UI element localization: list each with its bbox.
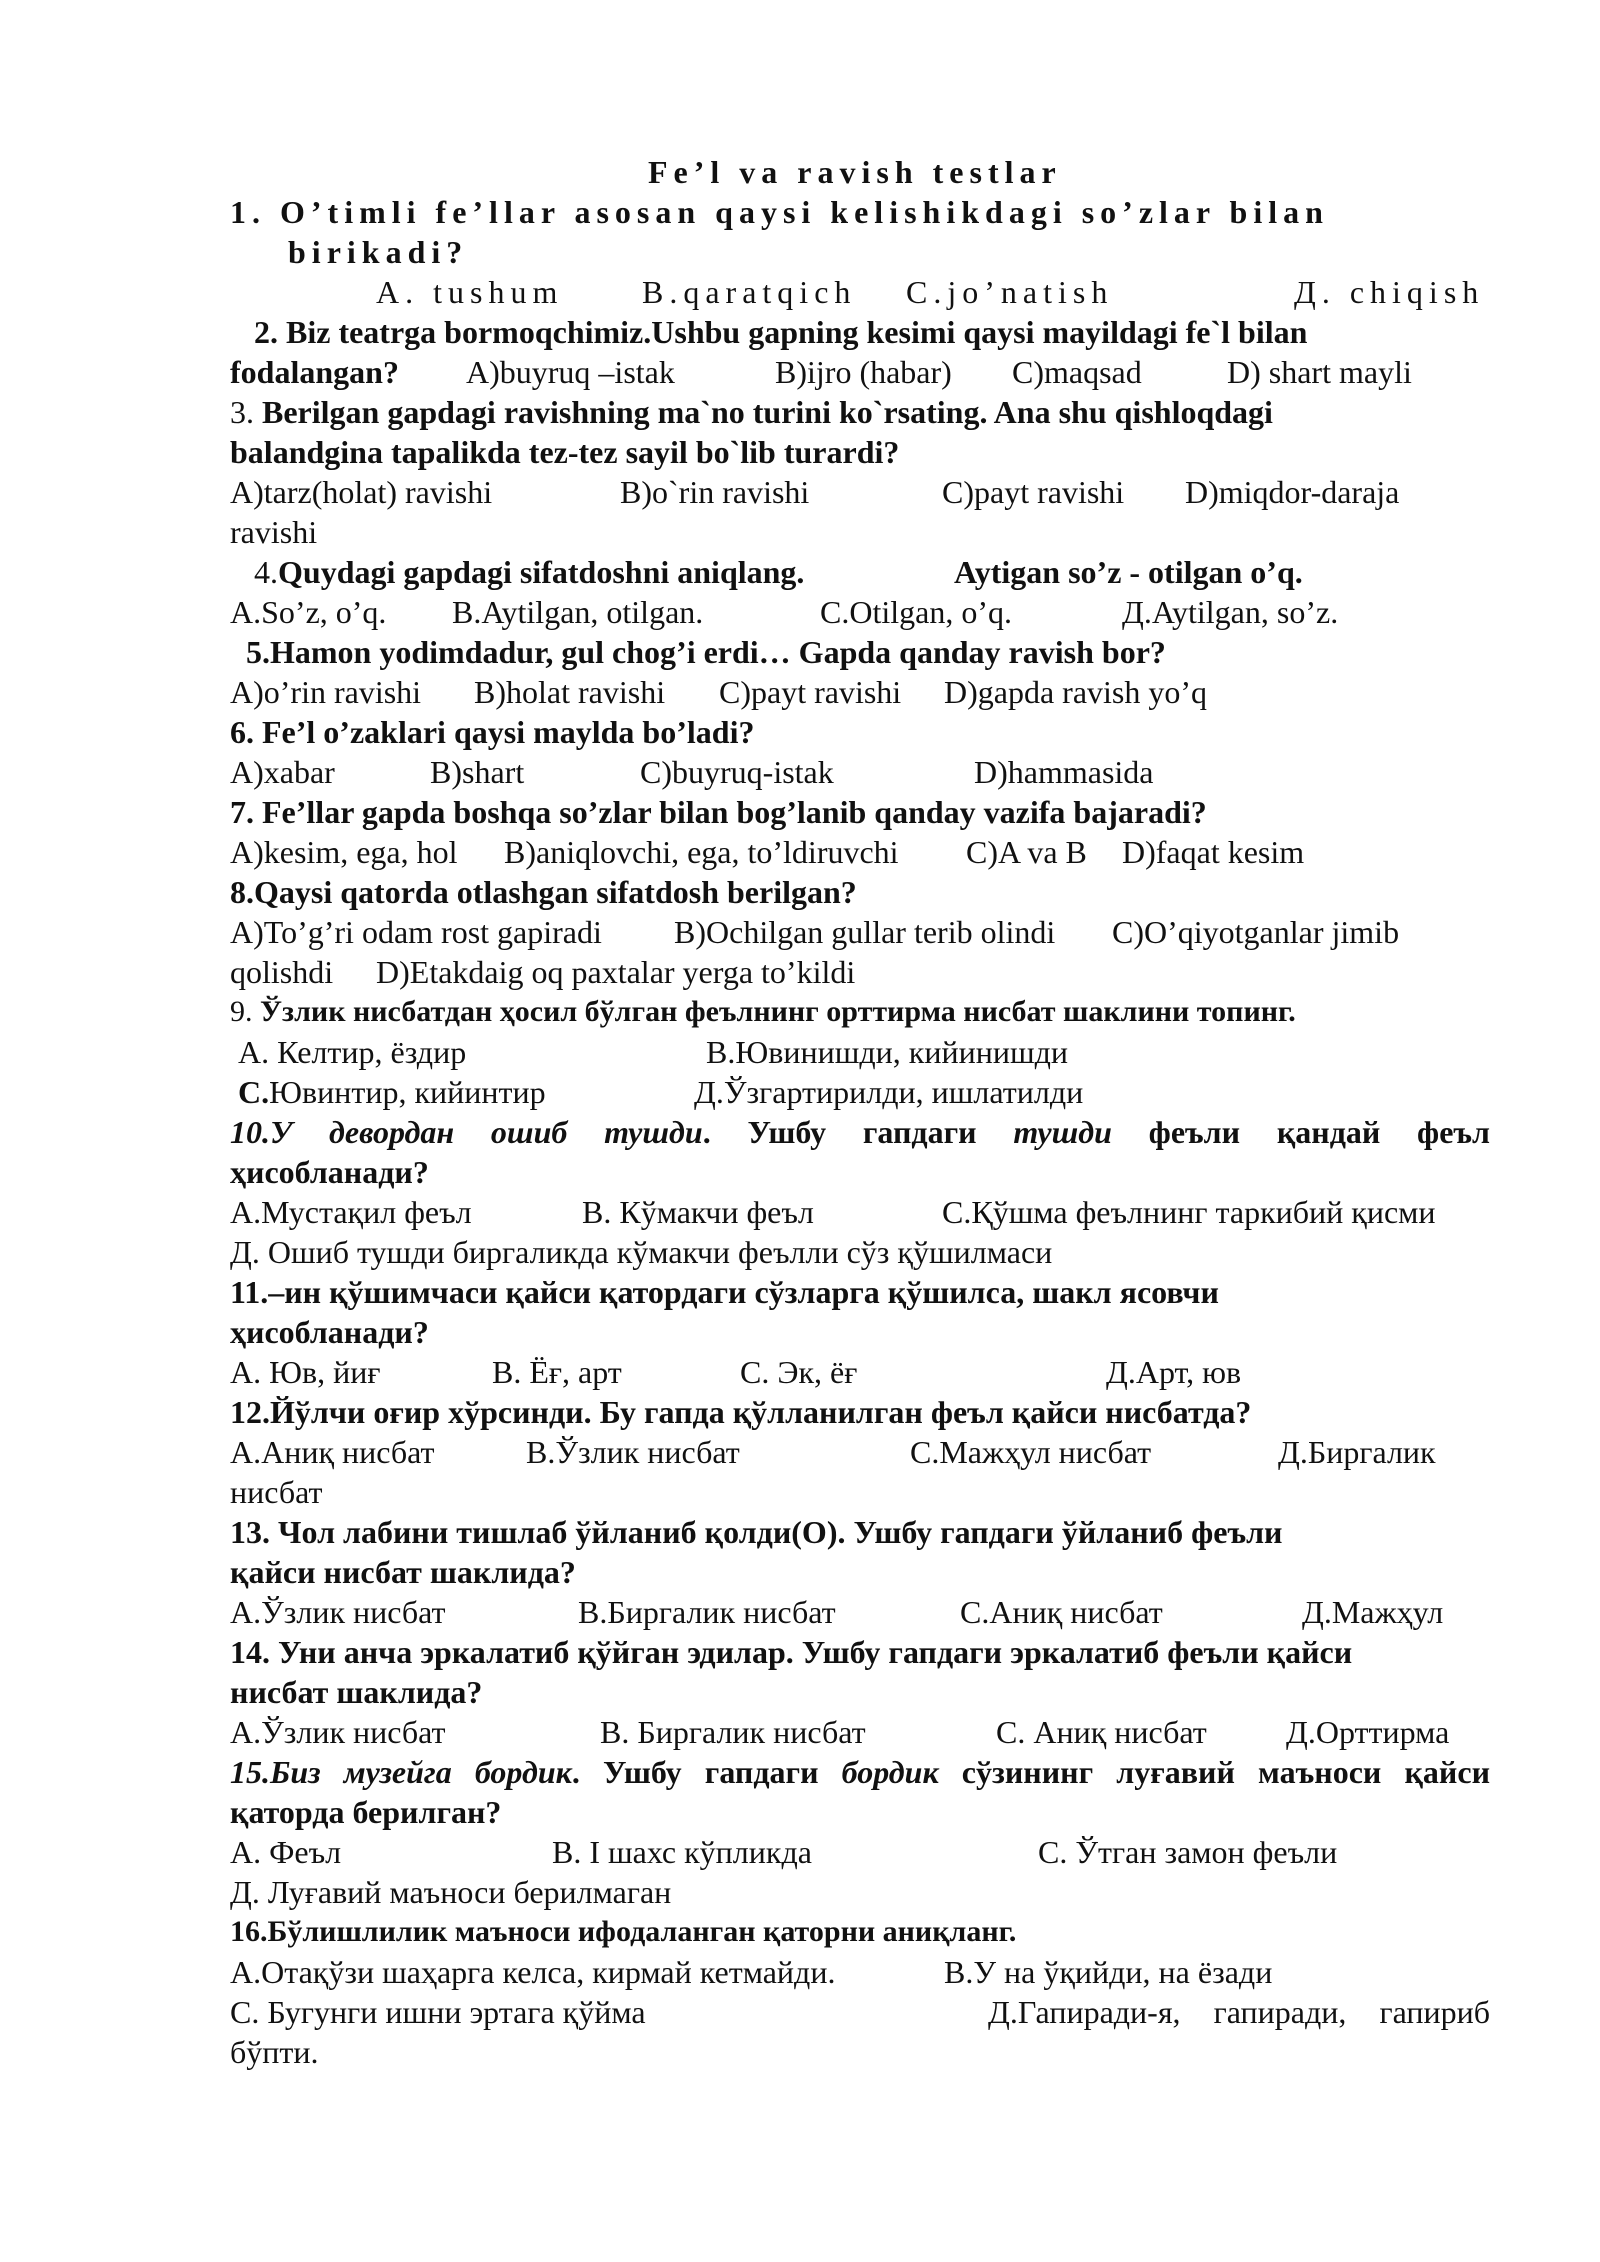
option-a[interactable]: A.Ўзлик нисбат [230,1594,446,1630]
option-a[interactable]: A)buyruq –istak [466,354,675,390]
question-3 [230,392,1490,432]
option-d[interactable]: Д.Мажҳул [1302,1594,1444,1630]
option-d[interactable]: D)Etakdaig oq paxtalar yerga to’kildi [376,954,856,990]
option-c[interactable]: C.Мажҳул нисбат [910,1434,1152,1470]
option-a[interactable]: A.Ўзлик нисбат [230,1714,446,1750]
question-8: 8.Qaysi qatorda otlashgan sifatdosh berilgan? [230,874,857,910]
question-6-options [230,752,1490,792]
option-a[interactable]: A)xabar [230,754,335,790]
question-13-options [230,1592,1490,1632]
question-11: 11.–ин қўшимчаси қайси қатордаги сўзларга қўшилса, шакл ясовчи [230,1274,1219,1310]
question-4-options [230,592,1490,632]
option-c[interactable]: C.Қўшма феълнинг таркибий қисми [942,1194,1436,1230]
option-d[interactable]: D)miqdor-daraja [1185,474,1400,510]
option-c[interactable]: C)payt ravishi [942,474,1125,510]
option-c[interactable]: C)buyruq-istak [640,754,834,790]
option-c[interactable]: C. Аниқ нисбат [996,1714,1207,1750]
option-d[interactable]: Д. chiqish [1294,274,1485,310]
option-d[interactable]: D)hammasida [974,754,1154,790]
question-8-options-cont [230,952,1490,992]
option-a[interactable]: A. tushum [376,274,564,310]
option-a[interactable]: A.Отақўзи шаҳарга келса, кирмай кетмайди. [230,1954,836,1990]
page-title: Fe’l va ravish testlar [648,154,1062,190]
option-a[interactable]: A)tarz(holat) ravishi [230,474,493,510]
option-a[interactable]: A.Мустақил феъл [230,1194,472,1230]
option-c[interactable]: C)maqsad [1012,354,1142,390]
question-5: 5.Hamon yodimdadur, gul chog’i erdi… Gapda qanday ravish bor? [246,634,1166,670]
question-9-text: Ўзлик нисбатдан ҳосил бўлган феълнинг орттирма нисбат шаклини топинг. [260,995,1296,1028]
option-c-text: Ювинтир, кийинтир [269,1074,546,1110]
question-9 [230,992,1490,1032]
option-a[interactable]: A)o’rin ravishi [230,674,422,710]
option-d[interactable]: D)faqat kesim [1122,834,1305,870]
option-d[interactable]: Д.Ўзгартирилди, ишлатилди [694,1074,1084,1110]
option-b[interactable]: B.Ўзлик нисбат [526,1434,740,1470]
question-10 [230,1112,1490,1152]
question-16: 16.Бўлишлилик маъноси ифодаланган қаторни аниқланг. [230,1915,1017,1948]
question-11-cont: ҳисобланади? [230,1314,429,1350]
question-12-options [230,1432,1490,1472]
question-3-option-d-cont: ravishi [230,514,318,550]
option-b[interactable]: B. Ёғ, арт [492,1354,622,1390]
question-3-number: 3. [230,394,254,430]
question-7-options [230,832,1490,872]
question-11-options [230,1352,1490,1392]
option-c[interactable]: C.Otilgan, o’q. [820,594,1012,630]
option-c[interactable]: C. Бугунги ишни эртага қўйма [230,1994,646,2030]
question-15-word: бордик [841,1754,939,1790]
option-c[interactable] [238,1074,546,1110]
option-a[interactable]: A. Феъл [230,1834,342,1870]
option-c[interactable]: C.jo’natish [906,274,1114,310]
question-5-options [230,672,1490,712]
question-15-end: сўзининг луғавий маъноси қайси [938,1754,1491,1790]
option-d[interactable]: Д.Биргалик [1278,1434,1436,1470]
option-b[interactable]: B)aniqlovchi, ega, to’ldiruvchi [504,834,899,870]
option-d[interactable]: D) shart mayli [1227,354,1412,390]
option-b[interactable]: B)holat ravishi [474,674,666,710]
question-13-cont: қайси нисбат шаклида? [230,1554,576,1590]
question-14-cont: нисбат шаклида? [230,1674,483,1710]
question-13: 13. Чол лабини тишлаб ўйланиб қолди(О). Ушбу гапдаги ўйланиб феъли [230,1514,1283,1550]
option-c-letter: C. [238,1074,270,1110]
option-c[interactable]: C. Эк, ёғ [740,1354,858,1390]
question-4-example: Aytigan so’z - otilgan o’q. [954,554,1303,590]
question-2-options [230,352,1490,392]
option-b[interactable]: B. Кўмакчи феъл [582,1194,814,1230]
question-3-options [230,472,1490,512]
option-d[interactable]: Д.Арт, юв [1106,1354,1242,1390]
option-d[interactable]: Д.Aytilgan, so’z. [1122,594,1339,630]
option-b[interactable]: B.Aytilgan, otilgan. [452,594,704,630]
question-14: 14. Уни анча эркалатиб қўйган эдилар. Ушбу гапдаги эркалатиб феъли қайси [230,1634,1353,1670]
option-b[interactable]: B)shart [430,754,525,790]
option-c[interactable]: C. Ўтган замон феъли [1038,1834,1338,1870]
question-2: 2. Biz teatrga bormoqchimiz.Ushbu gapning kesimi qaysi mayildagi fe`l bilan [254,314,1308,350]
question-10-options [230,1192,1490,1232]
option-b[interactable]: B)ijro (habar) [775,354,952,390]
option-b[interactable]: B.qaratqich [642,274,857,310]
question-14-options [230,1712,1490,1752]
question-4 [254,552,1514,592]
option-b[interactable]: B.У на ўқийди, на ёзади [944,1954,1273,1990]
question-10-option-d[interactable]: Д. Ошиб тушди биргаликда кўмакчи феълли сўз қўшилмаси [230,1234,1053,1270]
option-b[interactable]: B.Биргалик нисбат [578,1594,836,1630]
option-a[interactable]: A. Келтир, ёздир [238,1034,467,1070]
question-12: 12.Йўлчи оғир хўрсинди. Бу гапда қўлланилган феъл қайси нисбатда? [230,1394,1252,1430]
option-d[interactable]: D)gapda ravish yo’q [944,674,1208,710]
question-9-number: 9. [230,995,253,1028]
question-9-options-2 [238,1072,1498,1112]
option-b[interactable]: B.Ювинишди, кийинишди [706,1034,1068,1070]
option-a[interactable]: A)kesim, ega, hol [230,834,458,870]
question-15-cont: қаторда берилган? [230,1794,502,1830]
option-b[interactable]: B)o`rin ravishi [620,474,810,510]
option-c-cont: qolishdi [230,954,334,990]
question-3-cont: balandgina tapalikda tez-tez sayil bo`lib turardi? [230,434,900,470]
option-d[interactable]: Д.Орттирма [1286,1714,1450,1750]
question-16-options-1 [230,1952,1490,1992]
question-1: 1. O’timli fe’llar asosan qaysi kelishikdagi so’zlar bilan [230,194,1329,230]
question-9-options-1 [238,1032,1498,1072]
option-c[interactable]: C)payt ravishi [719,674,902,710]
question-4-number: 4. [254,554,278,590]
option-c[interactable]: C)A va B [966,834,1087,870]
option-b[interactable]: B. Биргалик нисбат [600,1714,866,1750]
question-15 [230,1752,1490,1792]
question-16-options-2 [230,1992,1490,2032]
option-c[interactable]: C)O’qiyotganlar jimib [1112,914,1400,950]
question-1-cont: birikadi? [288,234,469,270]
question-3-text: Berilgan gapdagi ravishning ma`no turini ko`rsating. Ana shu qishloqdagi [262,394,1273,430]
question-15-options [230,1832,1490,1872]
option-a[interactable]: A.Аниқ нисбат [230,1434,435,1470]
question-10-word: тушди [1013,1114,1112,1150]
question-7: 7. Fe’llar gapda boshqa so’zlar bilan bog’lanib qanday vazifa bajaradi? [230,794,1207,830]
option-a[interactable]: A)To’g’ri odam rost gapiradi [230,914,602,950]
question-6: 6. Fe’l o’zaklari qaysi maylda bo’ladi? [230,714,755,750]
question-4-text: Quydagi gapdagi sifatdoshni aniqlang. [278,554,805,590]
option-a[interactable]: A.So’z, o’q. [230,594,387,630]
question-10-mid: . Ушбу гапдаги [702,1114,1014,1150]
option-c[interactable]: C.Аниқ нисбат [960,1594,1163,1630]
question-10-sentence: 10.У девордан ошиб тушди [230,1114,703,1150]
question-10-cont: ҳисобланади? [230,1154,429,1190]
question-12-option-d-cont: нисбат [230,1474,323,1510]
question-15-option-d[interactable]: Д. Луғавий маъноси берилмаган [230,1874,672,1910]
option-d[interactable]: Д.Гапиради-я, гапиради, гапириб [988,1994,1490,2030]
question-15-sentence: 15.Биз музейга бордик [230,1754,572,1790]
option-b[interactable]: B. I шахс кўпликда [552,1834,812,1870]
question-10-end: феъли қандай феъл [1111,1114,1491,1150]
question-15-mid: . Ушбу гапдаги [571,1754,842,1790]
question-8-options [230,912,1490,952]
question-2-cont: fodalangan? [230,354,399,390]
option-a[interactable]: A. Юв, йиғ [230,1354,381,1390]
option-b[interactable]: B)Ochilgan gullar terib olindi [674,914,1056,950]
question-16-option-d-cont: бўпти. [230,2034,319,2070]
